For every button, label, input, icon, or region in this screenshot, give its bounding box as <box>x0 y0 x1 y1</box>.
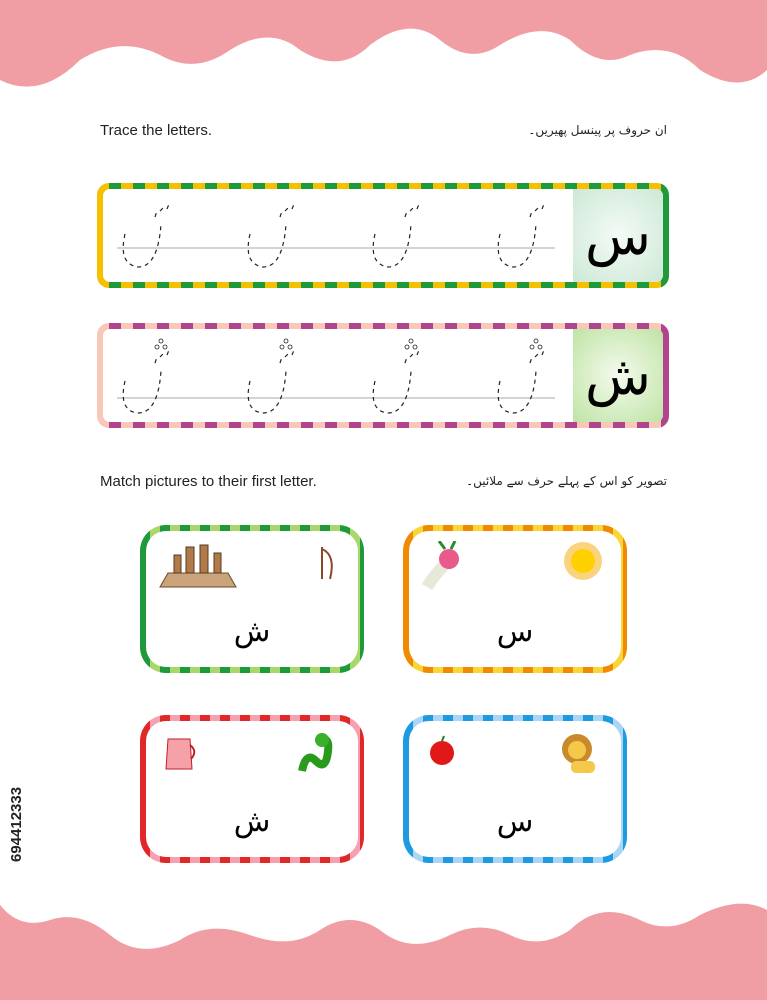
trace-title: Trace the letters. <box>100 122 212 139</box>
card-letter: ش <box>233 804 271 839</box>
juice-jug-icon <box>162 733 198 773</box>
lion-icon <box>559 731 599 777</box>
trace-row-sheen <box>97 323 669 428</box>
sun-icon <box>563 541 603 581</box>
stock-id: 694412333 <box>8 786 25 862</box>
card-letter: س <box>496 804 534 839</box>
trace-title-urdu: ان حروف پر پینسل پھیریں۔ <box>528 123 667 137</box>
match-card[interactable] <box>403 525 627 673</box>
match-card[interactable] <box>140 525 364 673</box>
match-title: Match pictures to their first letter. <box>100 473 317 490</box>
apple-icon <box>427 735 457 767</box>
harp-icon <box>316 545 338 581</box>
trace-row-seen <box>97 183 669 288</box>
trace-guides[interactable] <box>103 189 583 282</box>
card-letter: ش <box>233 614 271 649</box>
trace-guides[interactable] <box>103 329 583 422</box>
chess-icon <box>158 541 238 589</box>
turnip-icon <box>419 541 465 591</box>
match-title-urdu: تصویر کو اس کے پہلے حرف سے ملائیں۔ <box>466 474 667 488</box>
model-letter-sheen: ش <box>573 329 663 422</box>
bottom-cloud-border <box>0 890 767 1000</box>
match-card[interactable] <box>140 715 364 863</box>
model-letter-seen: س <box>573 189 663 282</box>
snake-icon <box>296 731 340 777</box>
top-cloud-border <box>0 0 767 110</box>
card-letter: س <box>496 614 534 649</box>
match-card[interactable] <box>403 715 627 863</box>
